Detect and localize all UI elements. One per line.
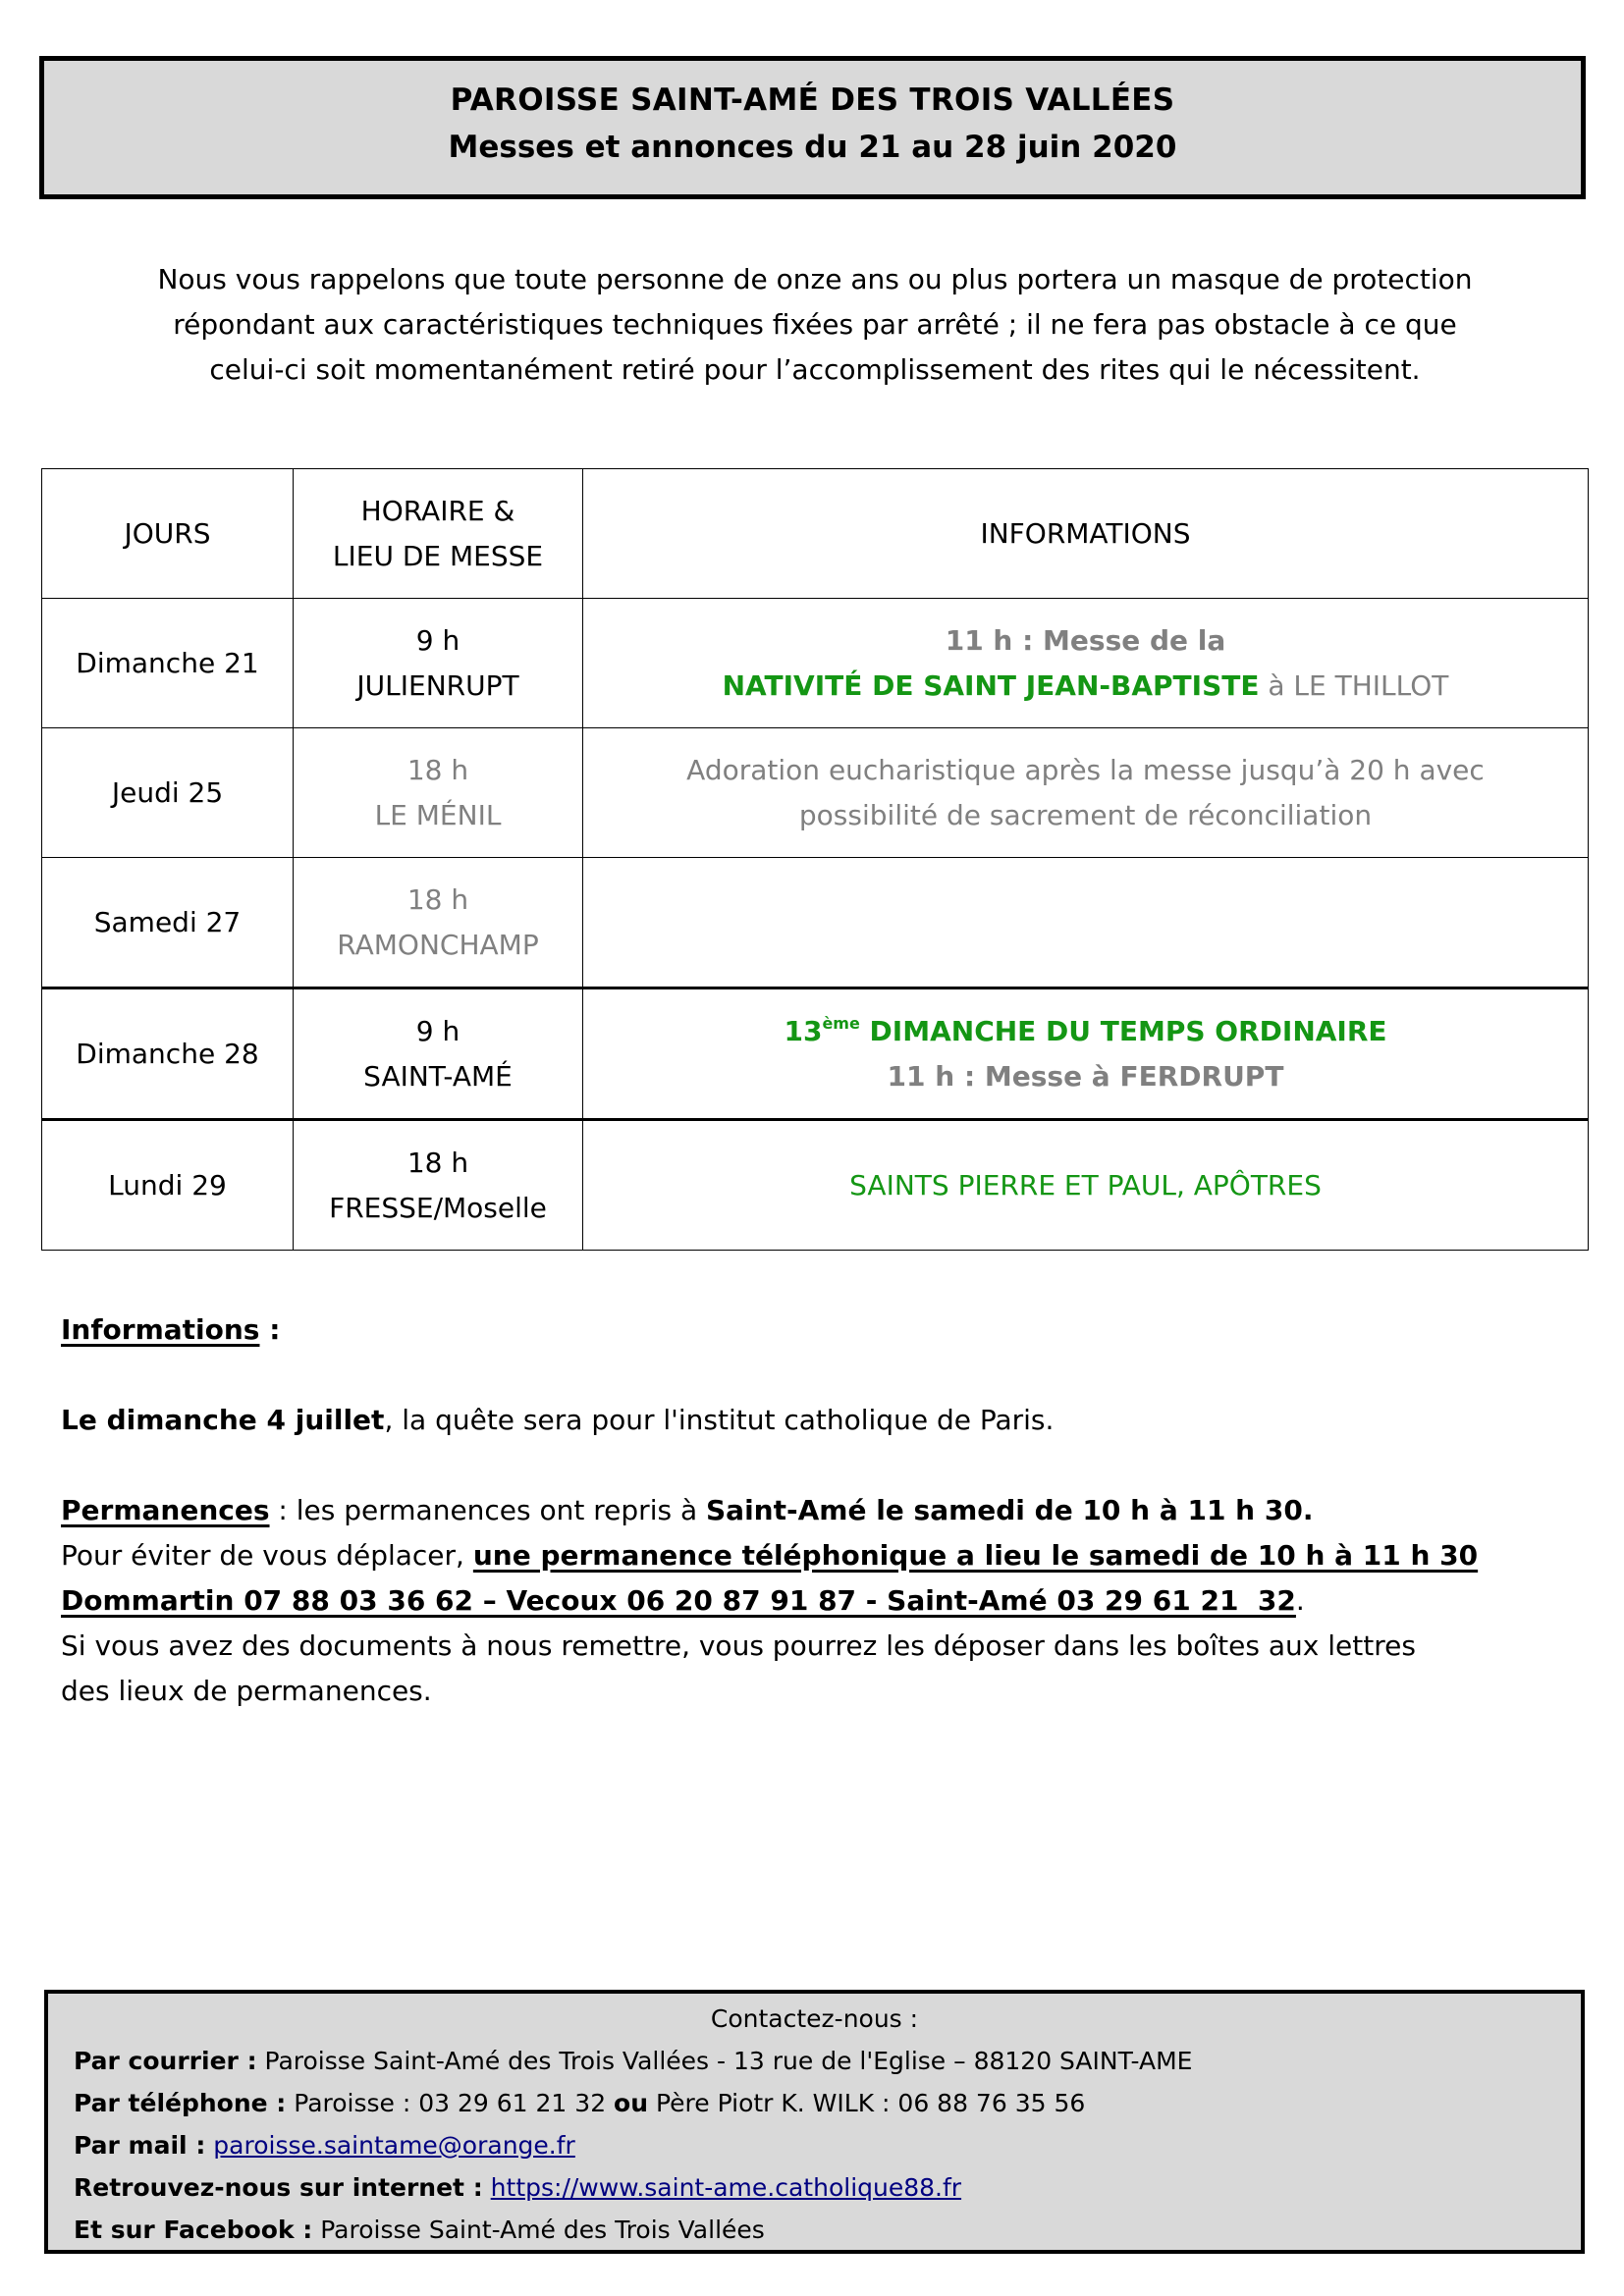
parish-phone: Paroisse : 03 29 61 21 32	[286, 2089, 615, 2117]
info-cell	[583, 858, 1589, 988]
header-jours-label: JOURS	[124, 516, 211, 550]
email-link[interactable]: paroisse.saintame@orange.fr	[213, 2131, 575, 2160]
mass-place: FRESSE/Moselle	[329, 1191, 547, 1224]
time-place-cell	[294, 1120, 583, 1251]
bulletin-subtitle: Messes et annonces du 21 au 28 juin 2020	[448, 130, 1177, 165]
permanences-label: Permanences	[61, 1494, 270, 1526]
phone-permanence-line	[61, 1533, 1593, 1578]
contact-mail-address	[74, 2040, 1581, 2082]
header-horaire-label: HORAIRE &	[360, 494, 515, 527]
info-cell	[583, 988, 1589, 1120]
mass-time: 18 h	[406, 1146, 469, 1179]
header-informations	[583, 469, 1589, 599]
day-cell: Jeudi 25	[42, 728, 294, 858]
mask-reminder-line: répondant aux caractéristiques techniques fixées par arrêté ; il ne fera pas obstacle à ce que	[173, 308, 1457, 341]
phone-permanence-schedule: une permanence téléphonique a lieu le samedi de 10 h à 11 h 30	[472, 1539, 1479, 1572]
table-row	[42, 858, 1589, 988]
heading-colon: :	[259, 1313, 281, 1346]
feast-name: NATIVITÉ DE SAINT JEAN-BAPTISTE	[722, 668, 1260, 702]
header-horaire	[294, 469, 583, 599]
mass-time: 9 h	[415, 1014, 460, 1047]
parish-title: PAROISSE SAINT-AMÉ DES TROIS VALLÉES	[450, 82, 1175, 118]
time-place-cell	[294, 988, 583, 1120]
contact-website	[74, 2166, 1581, 2209]
documents-line: des lieux de permanences.	[61, 1675, 432, 1707]
table-row	[42, 728, 1589, 858]
table-row	[42, 1120, 1589, 1251]
mass-schedule-table	[41, 468, 1589, 1251]
mask-reminder	[79, 257, 1551, 393]
contact-facebook	[74, 2209, 1581, 2251]
announcements	[61, 1308, 1593, 1714]
day-cell: Dimanche 28	[42, 988, 294, 1120]
info-cell	[583, 728, 1589, 858]
phone-numbers-line	[61, 1578, 1593, 1624]
documents-line: Si vous avez des documents à nous remettre, vous pourrez les déposer dans les boîtes aux lettres	[61, 1629, 1416, 1662]
mass-time: 9 h	[415, 623, 460, 657]
contact-phone	[74, 2082, 1581, 2124]
day-cell: Lundi 29	[42, 1120, 294, 1251]
facebook-page: Paroisse Saint-Amé des Trois Vallées	[312, 2216, 765, 2244]
facebook-label: Et sur Facebook :	[74, 2216, 313, 2244]
table-row	[42, 599, 1589, 728]
phone-numbers: Dommartin 07 88 03 36 62 – Vecoux 06 20 87 91 87 - Saint-Amé 03 29 61 21 32	[61, 1584, 1296, 1617]
quete-text: , la quête sera pour l'institut catholique de Paris.	[384, 1404, 1055, 1436]
info-cell	[583, 1120, 1589, 1251]
header-informations-label: INFORMATIONS	[980, 516, 1191, 550]
feast-name: SAINTS PIERRE ET PAUL, APÔTRES	[849, 1168, 1322, 1201]
feast-title: DIMANCHE DU TEMPS ORDINAIRE	[859, 1014, 1387, 1047]
contact-email	[74, 2124, 1581, 2166]
quete-date: Le dimanche 4 juillet	[61, 1404, 385, 1436]
permanences-text: : les permanences ont repris à	[269, 1494, 707, 1526]
mass-time: 18 h	[406, 882, 469, 916]
quete-announcement	[61, 1398, 1593, 1443]
table-header-row	[42, 469, 1589, 599]
header-box	[39, 56, 1586, 199]
day-cell: Samedi 27	[42, 858, 294, 988]
announcements-heading-label: Informations	[61, 1313, 260, 1346]
email-label: Par mail :	[74, 2131, 206, 2160]
time-place-cell	[294, 728, 583, 858]
mass-place: JULIENRUPT	[356, 668, 519, 702]
info-line: possibilité de sacrement de réconciliation	[798, 798, 1373, 831]
announcements-heading	[61, 1308, 1593, 1353]
courrier-address: Paroisse Saint-Amé des Trois Vallées - 13 rue de l'Eglise – 88120 SAINT-AME	[256, 2047, 1193, 2075]
mass-place: LE MÉNIL	[374, 798, 502, 831]
info-line: Adoration eucharistique après la messe jusqu’à 20 h avec	[686, 753, 1485, 786]
table-row	[42, 988, 1589, 1120]
mass-time: 18 h	[406, 753, 469, 786]
mask-reminder-line: celui-ci soit momentanément retiré pour l’accomplissement des rites qui le nécessitent.	[209, 353, 1421, 386]
info-location: à LE THILLOT	[1259, 668, 1449, 702]
permanences-line	[61, 1488, 1593, 1533]
contact-box	[44, 1990, 1585, 2254]
website-label: Retrouvez-nous sur internet :	[74, 2173, 483, 2202]
priest-phone: Père Piotr K. WILK : 06 88 76 35 56	[648, 2089, 1086, 2117]
phone-label: Par téléphone :	[74, 2089, 287, 2117]
mass-place: RAMONCHAMP	[337, 928, 539, 961]
feast-name	[589, 1009, 1582, 1054]
ordinal-suffix: ème	[822, 1013, 860, 1033]
contact-title: Contactez-nous :	[710, 2004, 919, 2033]
header-lieu-label: LIEU DE MESSE	[332, 539, 544, 572]
header-jours	[42, 469, 294, 599]
phone-or: ou	[614, 2089, 649, 2117]
phone-permanence-intro: Pour éviter de vous déplacer,	[61, 1539, 473, 1572]
courrier-label: Par courrier :	[74, 2047, 257, 2075]
mask-reminder-line: Nous vous rappelons que toute personne de onze ans ou plus portera un masque de protection	[157, 263, 1473, 295]
mass-place: SAINT-AMÉ	[363, 1059, 513, 1093]
ordinal-number: 13	[784, 1014, 823, 1047]
time-place-cell	[294, 858, 583, 988]
info-line	[589, 664, 1582, 709]
website-link[interactable]: https://www.saint-ame.catholique88.fr	[490, 2173, 962, 2202]
phone-numbers-end: .	[1295, 1584, 1305, 1617]
permanences-schedule: Saint-Amé le samedi de 10 h à 11 h 30.	[706, 1494, 1314, 1526]
info-line: 11 h : Messe de la	[945, 623, 1226, 657]
day-cell: Dimanche 21	[42, 599, 294, 728]
info-line: 11 h : Messe à FERDRUPT	[887, 1059, 1284, 1093]
time-place-cell	[294, 599, 583, 728]
info-cell	[583, 599, 1589, 728]
